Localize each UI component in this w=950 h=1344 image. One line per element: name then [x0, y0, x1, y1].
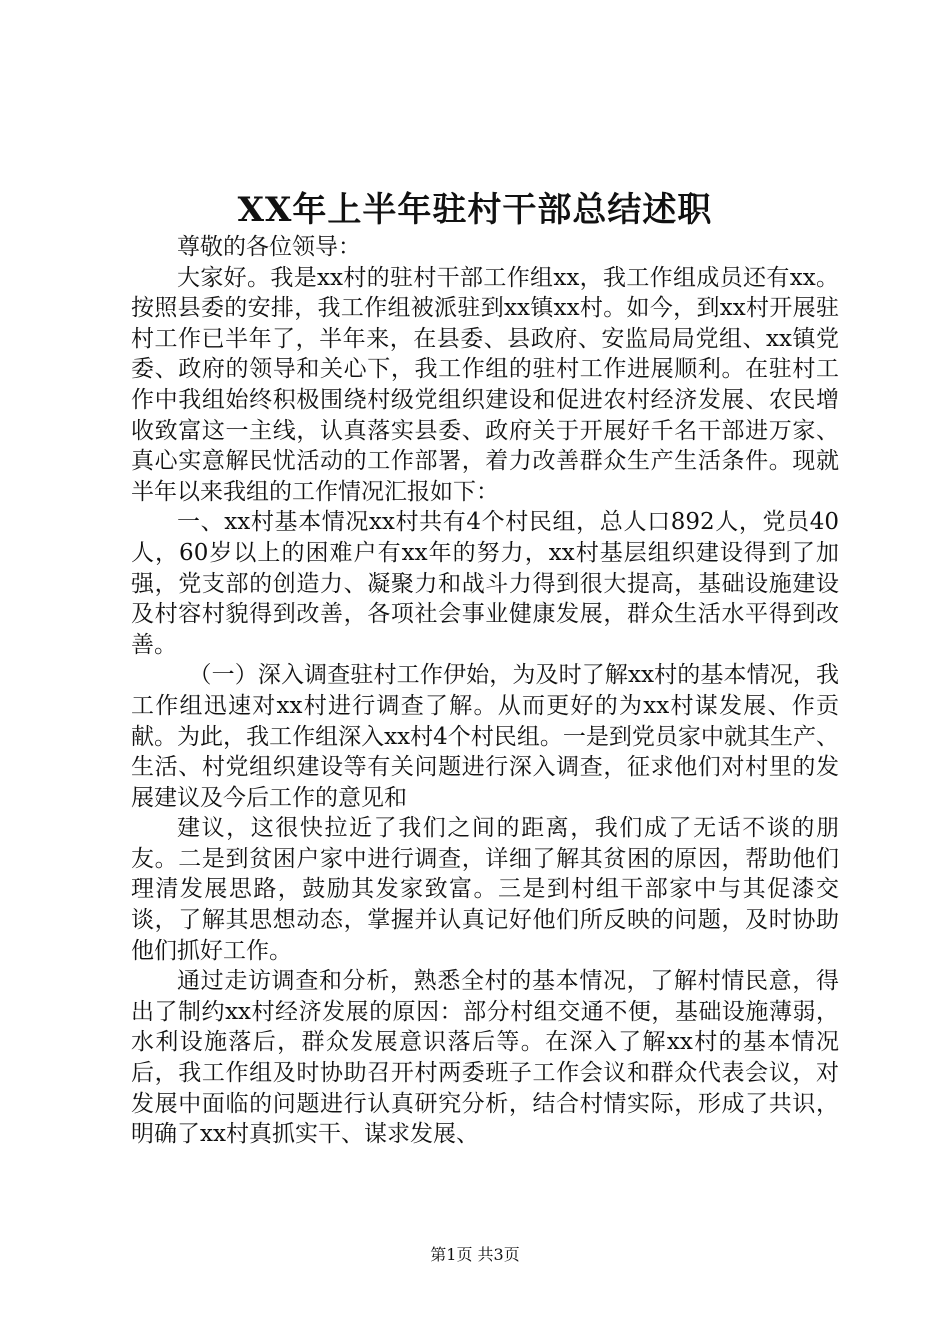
document-title: XX年上半年驻村干部总结述职 — [237, 190, 713, 230]
investigation-paragraph: （一）深入调查驻村工作伊始，为及时了解xx村的基本情况，我工作组迅速对xx村进行调查了解。从而更好的为xx村谋发展、作贡献。为此，我工作组深入xx村4个村民组。一是到党员家中就其生产、生活、村党组织建设等有关问题进行深入调查，征求他们对村里的发展建议及今后工作的意见和 — [131, 662, 839, 811]
village-overview-paragraph: 一、xx村基本情况xx村共有4个村民组，总人口892人，党员40人，60岁以上的困难户有xx年的努力，xx村基层组织建设得到了加强，党支部的创造力、凝聚力和战斗力得到很大提高，基础设施建设及村容村貌得到改善，各项社会事业健康发展，群众生活水平得到改善。 — [131, 509, 839, 658]
intro-paragraph: 大家好。我是xx村的驻村干部工作组xx，我工作组成员还有xx。按照县委的安排，我工作组被派驻到xx镇xx村。如今，到xx村开展驻村工作已半年了，半年来，在县委、县政府、安监局局党组、xx镇党委、政府的领导和关心下，我工作组的驻村工作进展顺利。在驻村工作中我组始终积极围绕村级党组织建设和促进农村经济发展、农民增收致富这一主线，认真落实县委、政府关于开展好千名干部进万家、真心实意解民忧活动的工作部署，着力改善群众生产生活条件。现就半年以来我组的工作情况汇报如下： — [131, 264, 839, 505]
salutation-paragraph: 尊敬的各位领导： — [177, 234, 361, 260]
document-body — [131, 232, 839, 1150]
page-number-footer: 第1页 共3页 — [430, 1245, 520, 1264]
analysis-paragraph: 通过走访调查和分析，熟悉全村的基本情况，了解村情民意，得出了制约xx村经济发展的原因：部分村组交通不便，基础设施薄弱，水利设施落后，群众发展意识落后等。在深入了解xx村的基本情况后，我工作组及时协助召开村两委班子工作会议和群众代表会议，对发展中面临的问题进行认真研究分析，结合村情实际，形成了共识，明确了xx村真抓实干、谋求发展、 — [131, 968, 839, 1148]
suggestion-paragraph: 建议，这很快拉近了我们之间的距离，我们成了无话不谈的朋友。二是到贫困户家中进行调查，详细了解其贫困的原因，帮助他们理清发展思路，鼓励其发家致富。三是到村组干部家中与其促漆交谈，了解其思想动态，掌握并认真记好他们所反映的问题，及时协助他们抓好工作。 — [131, 815, 839, 964]
